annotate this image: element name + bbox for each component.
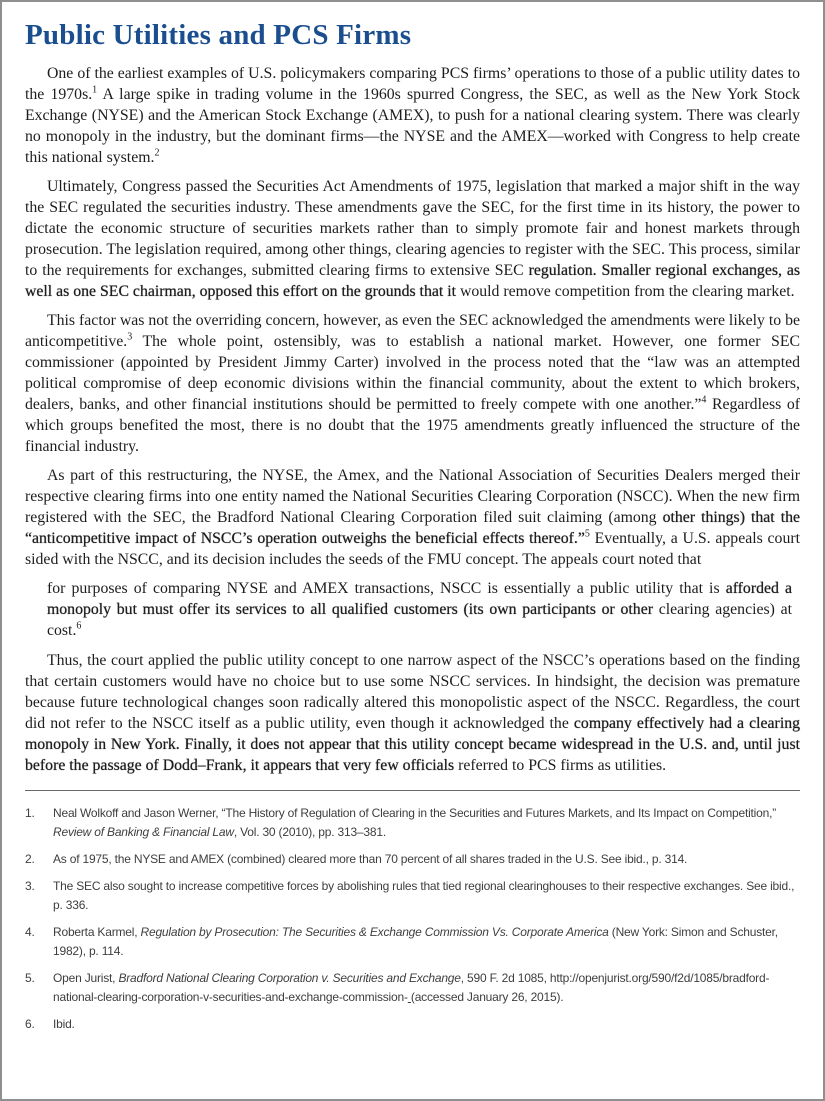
footnote-text <box>53 969 800 1007</box>
footnote-text <box>53 804 800 842</box>
footnote-marker: 6 <box>76 620 82 632</box>
text-segment: A large spike in trading volume in the 1960s spurred Congress, the SEC, as well as the New York Stock Exchange (NYSE) and the American Stock Exchange (AMEX), to push for a national clearing system. There was clearly no monopoly in the industry, but the dominant firms—the NYSE and the AMEX—worked with Congress to help create this national system. <box>25 86 800 166</box>
page-title: Public Utilities and PCS Firms <box>25 19 412 51</box>
footnote-number: 2. <box>25 852 35 866</box>
text-segment: This factor was not the overriding concern, however, as even the SEC acknowledged the amendments were likely to be anticompetitive. <box>25 312 800 350</box>
block-quote <box>47 578 792 641</box>
footnote-item <box>25 850 800 869</box>
text-segment: would remove competition from the clearing market. <box>459 283 795 300</box>
body-paragraph <box>25 310 800 457</box>
body-paragraph <box>25 465 800 570</box>
text-segment: referred to PCS firms as utilities. <box>458 757 667 774</box>
body-paragraph <box>25 63 800 168</box>
text-segment: Regardless of which groups benefited the most, there is no doubt that the 1975 amendments greatly influenced the structure of the financial industry. <box>25 396 800 455</box>
text-segment: Regulation by Prosecution: The Securities & Exchange Commission Vs. Corporate America <box>140 925 609 939</box>
text-segment: Ibid. <box>53 1017 75 1031</box>
text-segment: The SEC also sought to increase competitive forces by abolishing rules that tied regional clearinghouses to their respective exchanges. See ibid., p. 336. <box>53 879 795 912</box>
text-segment: regulation. Smaller regional exchanges, as well as one SEC chairman, opposed this effort on the grounds that it <box>25 262 800 300</box>
footnote-text <box>53 877 800 915</box>
footnote-marker: 5 <box>584 528 590 540</box>
text-segment: Ultimately, Congress passed the Securities Act Amendments of 1975, legislation that marked a major shift in the way the SEC regulated the securities industry. These amendments gave the SEC, for the first time in its history, the power to dictate the economic structure of securities markets rather than to simply promote fair and honest markets through prosecution. The legislation required, among other things, clearing agencies to register with the SEC. This process, similar to the requirements for exchanges, submitted clearing firms to extensive SEC <box>25 178 800 279</box>
footnote-item <box>25 877 800 915</box>
footnote-marker: 2 <box>154 147 160 159</box>
footnote-text <box>53 1015 800 1034</box>
footnote-marker: 3 <box>127 331 133 343</box>
footnote-text <box>53 923 800 961</box>
footnote-number: 5. <box>25 971 35 985</box>
text-segment: Open Jurist, <box>53 971 119 985</box>
text-segment: , 590 F. 2d 1085, <box>460 971 550 985</box>
footnote-item <box>25 1015 800 1034</box>
footnote-marker: 4 <box>701 394 707 406</box>
footnote-item <box>25 923 800 961</box>
footnote-item <box>25 804 800 842</box>
text-segment: As of 1975, the NYSE and AMEX (combined) cleared more than 70 percent of all shares traded in the U.S. See ibid., p. 314. <box>53 852 688 866</box>
footnotes-list <box>25 804 800 1034</box>
text-segment: clearing agencies) at cost. <box>47 601 792 639</box>
text-segment: , Vol. 30 (2010), pp. 313–381. <box>233 825 386 839</box>
text-segment: (New York: Simon and Schuster, 1982), p. 114. <box>53 925 778 958</box>
text-segment: Bradford National Clearing Corporation v. Securities and Exchange <box>118 971 461 985</box>
article-body <box>25 63 800 776</box>
text-segment: (accessed January 26, 2015). <box>410 990 564 1004</box>
footnote-text <box>53 850 800 869</box>
footnote-item <box>25 969 800 1007</box>
text-segment: Thus, the court applied the public utility concept to one narrow aspect of the NSCC’s operations based on the finding that certain customers would have no choice but to use some NSCC services. In hindsight, the decision was premature because future technological changes soon radically altered this monopolistic aspect of the NSCC. Regardless, the court did not refer to the NSCC itself as a public utility, even though it acknowledged the <box>25 652 800 732</box>
body-paragraph <box>25 650 800 776</box>
footnote-url[interactable]: http://openjurist.org/590/f2d/1085/bradford-national-clearing-corporation-v-securities-and-exchange-commission- <box>53 971 770 1004</box>
footnote-number: 4. <box>25 925 35 939</box>
text-segment: Review of Banking & Financial Law <box>53 825 234 839</box>
text-segment: other things) that the “anticompetitive impact of NSCC’s operation outweighs the beneficial effects thereof.” <box>25 509 800 547</box>
body-paragraph <box>25 176 800 302</box>
footnote-number: 1. <box>25 806 35 820</box>
text-segment: Roberta Karmel, <box>53 925 141 939</box>
footnote-number: 6. <box>25 1017 35 1031</box>
text-segment: afforded a monopoly but must offer its services to all qualified customers (its own participants or other <box>47 580 792 618</box>
footnote-marker: 1 <box>92 84 98 96</box>
text-segment: company effectively had a clearing monopoly in New York. Finally, it does not appear that this utility concept became widespread in the U.S. and, until just before the passage of Dodd–Frank, it appears that very few officials <box>25 715 801 774</box>
text-segment: Neal Wolkoff and Jason Werner, “The History of Regulation of Clearing in the Securities and Futures Markets, and Its Impact on Competition,” <box>53 806 777 820</box>
text-segment: As part of this restructuring, the NYSE, the Amex, and the National Association of Securities Dealers merged their respective clearing firms into one entity named the National Securities Clearing Corporation (NSCC). When the new firm registered with the SEC, the Bradford National Clearing Corporation filed suit claiming (among <box>25 467 800 526</box>
footnote-number: 3. <box>25 879 35 893</box>
text-segment: Eventually, a U.S. appeals court sided with the NSCC, and its decision includes the seeds of the FMU concept. The appeals court noted that <box>25 530 800 568</box>
text-segment: The whole point, ostensibly, was to establish a national market. However, one former SEC commissioner (appointed by President Jimmy Carter) involved in the process noted that the “law was an attempted political compromise of deep economic divisions within the financial community, about the extent to which brokers, dealers, banks, and other financial institutions should be permitted to freely compete with one another.” <box>25 333 800 413</box>
footnote-divider <box>25 790 800 791</box>
text-segment: One of the earliest examples of U.S. policymakers comparing PCS firms’ operations to those of a public utility dates to the 1970s. <box>25 65 800 103</box>
text-segment: for purposes of comparing NYSE and AMEX transactions, NSCC is essentially a public utility that is <box>47 580 726 597</box>
